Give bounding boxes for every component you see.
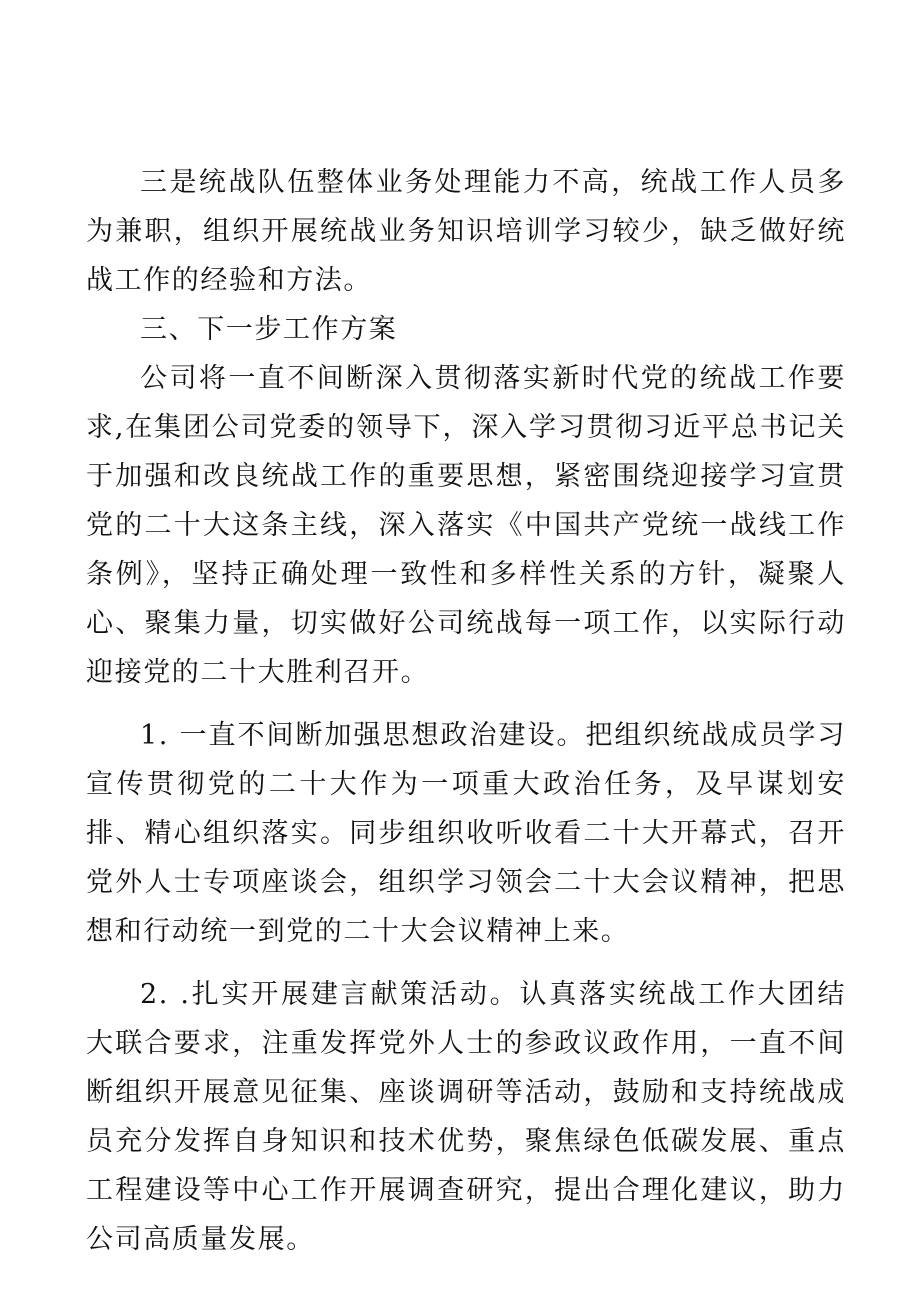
section-heading-next-steps: 三、下一步工作方案: [140, 314, 398, 345]
paragraph-item-one: 1. 一直不间断加强思想政治建设。把组织统战成员学习宣传贯彻党的二十大作为一项重大政治任务，及早谋划安排、精心组织落实。同步组织收听收看二十大开幕式，召开党外人士专项座谈会，组织学习领会二十大会议精神，把思想和行动统一到党的二十大会议精神上来。: [86, 720, 846, 947]
paragraph-plan-intro: 公司将一直不间断深入贯彻落实新时代党的统战工作要求,在集团公司党委的领导下，深入学习贯彻习近平总书记关于加强和改良统战工作的重要思想，紧密围绕迎接学习宣贯党的二十大这条主线，深入落实《中国共产党统一战线工作条例》，坚持正确处理一致性和多样性关系的方针，凝聚人心、聚集力量，切实做好公司统战每一项工作，以实际行动迎接党的二十大胜利召开。: [86, 363, 846, 688]
paragraph-issue-three: 三是统战队伍整体业务处理能力不高，统战工作人员多为兼职，组织开展统战业务知识培训学习较少，缺乏做好统战工作的经验和方法。: [86, 167, 846, 296]
document-page: [86, 158, 846, 1264]
paragraph-item-two: 2. .扎实开展建言献策活动。认真落实统战工作大团结大联合要求，注重发挥党外人士的参政议政作用，一直不间断组织开展意见征集、座谈调研等活动，鼓励和支持统战成员充分发挥自身知识和技术优势，聚焦绿色低碳发展、重点工程建设等中心工作开展调查研究，提出合理化建议，助力公司高质量发展。: [86, 979, 846, 1255]
